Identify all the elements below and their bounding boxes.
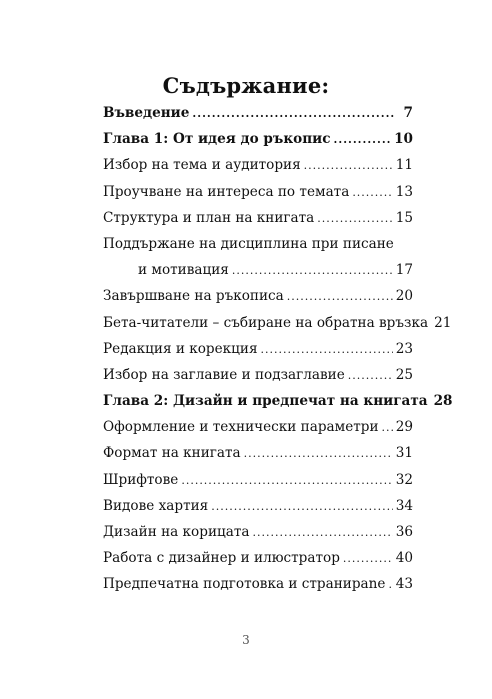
toc-entry-page: 13 [395, 183, 413, 200]
toc-leader-dots [304, 159, 393, 172]
toc-entry-label: Глава 1: От идея до ръкопис [103, 131, 331, 148]
toc-entry[interactable] [103, 210, 413, 236]
toc-entry-label: Видове хартия [103, 497, 209, 514]
toc-entry-label: Въведение [103, 105, 190, 121]
toc-entry-page: 23 [395, 340, 413, 357]
toc-leader-dots [211, 500, 392, 513]
page-number: 3 [242, 633, 250, 647]
toc-entry-page: 28 [433, 393, 453, 410]
toc-leader-dots [232, 264, 393, 277]
toc-entry[interactable] [103, 393, 453, 419]
toc-entry-page: 21 [434, 314, 452, 331]
toc-entry[interactable] [103, 550, 413, 576]
toc-entry[interactable] [103, 288, 413, 314]
toc-entry-label: Редакция и корекция [103, 340, 258, 357]
toc-entry-label: Формат на книгата [103, 445, 241, 462]
toc-entry-label: Глава 2: Дизайн и предпечат на книгата [103, 393, 428, 410]
toc-leader-dots [192, 107, 394, 120]
toc-entry-label: Проучване на интереса по темата [103, 183, 350, 200]
toc-entry-page: 29 [395, 419, 413, 436]
toc-leader-dots [334, 133, 392, 146]
toc-entry-label: Шрифтове [103, 471, 179, 488]
table-of-contents [103, 105, 453, 603]
toc-leader-dots [252, 526, 392, 539]
toc-entry-label: Завършване на ръкописа [103, 288, 284, 305]
toc-entry[interactable] [103, 105, 413, 131]
toc-entry[interactable] [103, 314, 452, 341]
toc-entry-label: Структура и план на книгата [103, 209, 315, 226]
toc-entry[interactable] [103, 236, 413, 288]
toc-entry-label: Бета-читатели – събиране на обратна връзка [103, 314, 429, 331]
toc-leader-dots [352, 186, 392, 199]
toc-entry[interactable] [103, 576, 413, 602]
toc-entry-label: Оформление и технически параметри [103, 419, 379, 436]
toc-entry-page: 25 [395, 366, 413, 383]
toc-entry-label: Дизайн на корицата [103, 524, 250, 541]
toc-leader-dots [388, 578, 392, 591]
toc-entry[interactable] [103, 524, 413, 550]
toc-entry[interactable] [103, 472, 413, 498]
toc-entry-page: 36 [395, 524, 413, 541]
toc-entry-page: 34 [395, 497, 413, 514]
toc-entry-page: 40 [395, 550, 413, 567]
toc-entry[interactable] [103, 445, 413, 471]
toc-entry-page: 31 [395, 445, 413, 462]
toc-entry[interactable] [103, 367, 413, 393]
toc-entry-label-continued: и мотивация [138, 262, 229, 279]
toc-entry-label: Избор на тема и аудитория [103, 157, 301, 174]
toc-entry[interactable] [103, 498, 413, 524]
toc-entry-page: 17 [395, 262, 413, 279]
toc-entry-page: 10 [394, 131, 413, 148]
toc-entry[interactable] [103, 184, 413, 210]
toc-entry[interactable] [103, 157, 413, 183]
toc-entry[interactable] [103, 131, 413, 157]
toc-entry-label: Предпечатна подготовка и странирane [103, 576, 386, 593]
toc-leader-dots [181, 474, 392, 487]
toc-leader-dots [348, 369, 393, 382]
toc-entry-page: 11 [395, 157, 413, 174]
toc-entry[interactable] [103, 341, 413, 367]
toc-entry[interactable] [103, 419, 413, 445]
toc-leader-dots [317, 212, 392, 225]
toc-leader-dots [244, 447, 393, 460]
toc-entry-page: 43 [395, 576, 413, 593]
toc-leader-dots [261, 343, 393, 356]
toc-entry-label: Поддържане на дисциплина при писане [103, 235, 394, 252]
toc-entry-page: 32 [395, 471, 413, 488]
page-title: Съдържание: [162, 73, 330, 98]
toc-entry-label: Избор на заглавие и подзаглавие [103, 366, 345, 383]
toc-leader-dots [382, 421, 393, 434]
toc-entry-page: 7 [403, 105, 413, 121]
toc-entry-label: Работа с дизайнер и илюстратор [103, 550, 340, 567]
toc-entry-page: 15 [395, 209, 413, 226]
toc-entry-continuation [103, 262, 413, 288]
toc-entry-page: 20 [395, 288, 413, 305]
toc-leader-dots [343, 552, 393, 565]
toc-leader-dots [287, 290, 393, 303]
